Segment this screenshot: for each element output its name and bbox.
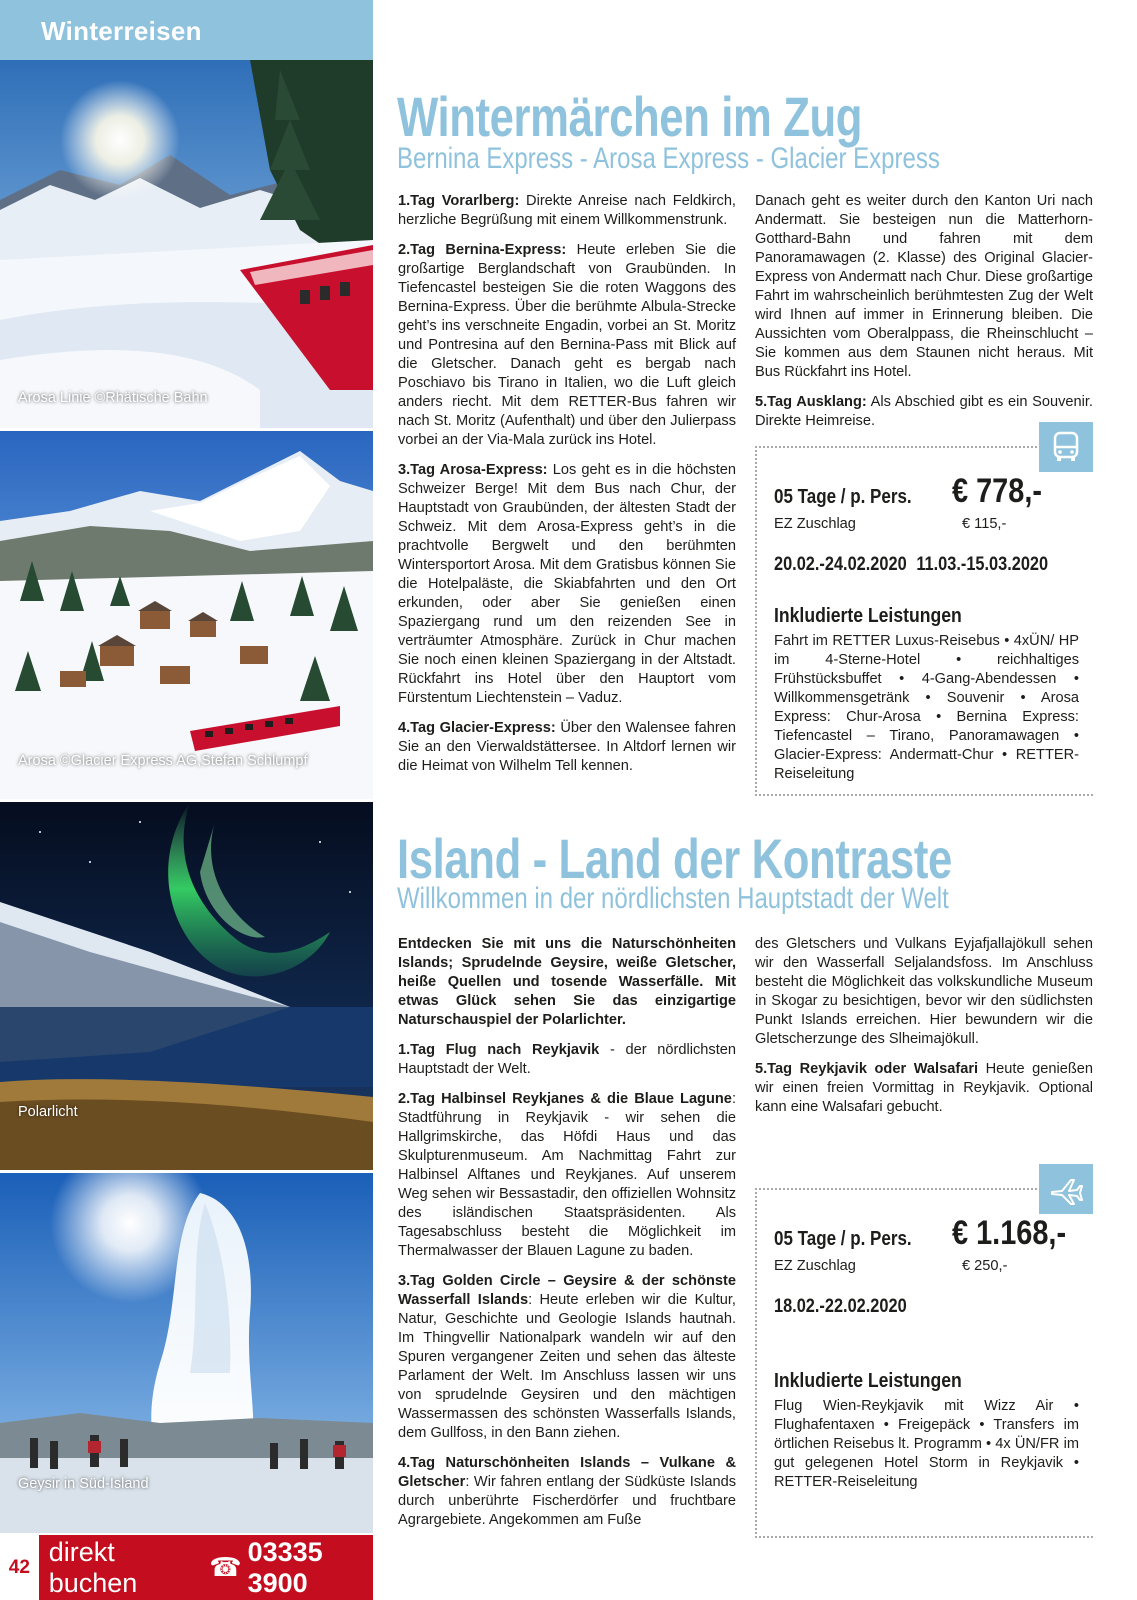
trip2-title: Island - Land der Kontraste (397, 827, 952, 890)
intro-paragraph: Entdecken Sie mit uns die Naturschönheiten Islands; Sprudelnde Geysire, weiße Gletscher, heiße Quellen und tosende Wasserfälle. Mit etwas Glück sehen Sie das einzigartige Naturschauspiel der Polarlichter. (398, 936, 736, 1028)
phone-number[interactable]: 03335 3900 (247, 1536, 323, 1598)
footer-bar (0, 1535, 373, 1600)
ez-label: EZ Zuschlag (774, 1258, 856, 1274)
photo-arosa-train (0, 60, 373, 428)
itinerary-day: 4.Tag Naturschönheiten Islands – Vulkane & Gletscher: Wir fahren entlang der Südküste Islands durch unberührte Fischerdörfer und fruchtbare Agrargebiete. Angekommen am Fuße (398, 1455, 736, 1528)
itinerary-day: 1.Tag Vorarlberg: Direkte Anreise nach Feldkirch, herzliche Begrüßung mit einem Willkommenstrunk. (398, 193, 736, 228)
trip2-price-box (755, 1188, 1093, 1538)
trip2-text-col2 (755, 935, 1093, 1128)
ez-label: EZ Zuschlag (774, 516, 856, 532)
ez-value: € 250,- (962, 1258, 1008, 1274)
trip1-text-col1 (398, 192, 736, 787)
travel-dates: 18.02.-22.02.2020 (774, 1296, 907, 1317)
included-heading: Inkludierte Leistungen (774, 605, 962, 627)
photo-geysir (0, 1173, 373, 1533)
photo-caption: Geysir in Süd-Island (18, 1476, 149, 1492)
trip1-subtitle: Bernina Express - Arosa Express - Glacier Express (397, 142, 940, 175)
photo-arosa-village (0, 431, 373, 799)
ez-value: € 115,- (962, 516, 1007, 532)
trip1-text-col2 (755, 192, 1093, 442)
trip2-text-col1 (398, 935, 736, 1541)
travel-dates: 20.02.-24.02.2020 11.03.-15.03.2020 (774, 554, 1049, 575)
section-tab: Winterreisen (0, 0, 373, 60)
included-text: Fahrt im RETTER Luxus-Reisebus • 4xÜN/ HP im 4-Sterne-Hotel • reichhaltiges Frühstücksbuffet • 4-Gang-Abendessen • Willkommensgetränk • Souvenir • Arosa Express: Chur-Arosa • Bernina Express: Tiefencastel – Tirano, Panoramawagen • Glacier-Express: Andermatt-Chur • RETTER-Reiseleitung (774, 633, 1079, 782)
included-text: Flug Wien-Reykjavik mit Wizz Air • Flughafentaxen • Freigepäck • Transfers im örtlichen Reisebus lt. Programm • 4x ÜN/FR im gut gelegenen Hotel Storm in Reykjavik • RETTER-Reiseleitung (774, 1398, 1079, 1490)
bus-icon (1039, 422, 1093, 472)
booking-label: direkt buchen (48, 1536, 138, 1598)
price: € 778,- (952, 472, 1042, 510)
photo-caption: Arosa ©Glacier Express AG,Stefan Schlumpf (18, 753, 308, 769)
trip1-price-box (755, 446, 1093, 796)
photo-caption: Arosa Linie ©Rhätische Bahn (18, 390, 208, 406)
itinerary-day: des Gletschers und Vulkans Eyjafjallajökull sehen wir den Wasserfall Seljalandsfoss. Im Anschluss besteht die Möglichkeit das volkskundliche Museum in Skogar zu besichtigen, bevor wir den südlichsten Punkt Islands erreichen. Hier bewundern wir die Gletscherzunge des Slheimajökull. (755, 936, 1093, 1047)
included-heading: Inkludierte Leistungen (774, 1370, 962, 1392)
itinerary-day: 2.Tag Bernina-Express: Heute erleben Sie die großartige Berglandschaft von Graubünden. In Tiefencastel besteigen Sie die roten Waggons des Bernina-Express. Über die berühmte Albula-Strecke geht’s ins verschneite Engadin, vorbei an St. Moritz und Pontresina auf den Bernina-Pass mit Blick auf die Gletscher. Danach geht es bergab nach Poschiavo bis Tirano in Italien, wo die Luft gleich anders riecht. Mit dem RETTER-Bus fahren wir nach St. Moritz (Aufenthalt) und über den Julierpass vorbei an der Via-Mala zurück ins Hotel. (398, 242, 736, 448)
duration-label: 05 Tage / p. Pers. (774, 486, 912, 508)
duration-label: 05 Tage / p. Pers. (774, 1228, 912, 1250)
itinerary-day: 4.Tag Glacier-Express: Über den Walensee fahren Sie an den Vierwaldstättersee. In Altdorf lernen wir die Heimat von Wilhelm Tell kennen. (398, 720, 736, 774)
itinerary-day: 5.Tag Ausklang: Als Abschied gibt es ein Souvenir. Direkte Heimreise. (755, 394, 1093, 429)
itinerary-day: 3.Tag Arosa-Express: Los geht es in die höchsten Schweizer Berge! Mit dem Bus nach Chur, der Hauptstadt von Graubünden, der ältesten Stadt der Schweiz. Mit dem Arosa-Express geht’s in die prachtvolle Bergwelt und den berühmten Wintersportort Arosa. Mit dem Gratisbus können Sie die Hotelpaläste, die Skiabfahrten und den Ort erkunden, oder aber Sie genießen einen Spaziergang rund um den reizenden See in verträumter Atmosphäre. Zurück in Chur machen Sie noch einen kleinen Spaziergang in der Altstadt. Rückfahrt ins Hotel über den Hauptort vom Fürstentum Liechtenstein – Vaduz. (398, 462, 736, 706)
trip2-subtitle: Willkommen in der nördlichsten Hauptstadt der Welt (397, 882, 949, 915)
trip1-title: Wintermärchen im Zug (397, 85, 863, 148)
photo-column (0, 0, 373, 1600)
photo-caption: Polarlicht (18, 1104, 78, 1120)
itinerary-day: Danach geht es weiter durch den Kanton Uri nach Andermatt. Sie besteigen nun die Matterhorn-Gotthard-Bahn und fahren mit dem Panoramawagen (2. Klasse) des Original Glacier-Express von Andermatt nach Chur. Diese großartige Fahrt im wahrscheinlich berühmtesten Zug der Welt wird Ihnen auf immer in Erinnerung bleiben. Die Aussichten vom Oberalppass, die Rheinschlucht – Sie kommen aus dem Staunen nicht heraus. Mit Bus Rückfahrt ins Hotel. (755, 193, 1093, 380)
itinerary-day: 5.Tag Reykjavik oder Walsafari Heute genießen wir einen freien Vormittag in Reykjavik. Optional kann eine Walsafari gebucht. (755, 1061, 1093, 1115)
itinerary-day: 1.Tag Flug nach Reykjavik - der nördlichsten Hauptstadt der Welt. (398, 1042, 736, 1077)
itinerary-day: 3.Tag Golden Circle – Geysire & der schönste Wasserfall Islands: Heute erleben wir die Kultur, Natur, Geschichte und Geologie Islands hautnah. Im Thingvellir Nationalpark wandeln wir auf den Spuren vergangener Zeiten und sehen das älteste Parlament der Welt. Im Anschluss lassen wir uns von sprudelnde Geysiren und den mächtigen Wassermassen des schönsten Wasserfalls Islands, dem Gullfoss, in den Bann ziehen. (398, 1273, 736, 1441)
page-number: 42 (0, 1535, 39, 1600)
plane-icon (1039, 1164, 1093, 1214)
phone-icon: ☎ (209, 1552, 242, 1582)
photo-polarlicht (0, 802, 373, 1170)
price: € 1.168,- (952, 1214, 1067, 1252)
itinerary-day: 2.Tag Halbinsel Reykjanes & die Blaue Lagune: Stadtführung in Reykjavik - wir sehen die Hallgrimskirche, das Höfdi Haus und das Skulpturenmuseum. Am Nachmittag Fahrt zur Halbinsel Alftanes und Reykjanes. Auf unserem Weg sehen wir Bessastadir, den offiziellen Wohnsitz des isländischen Staatspräsidenten. Als Tagesabschluss besteht die Möglichkeit im Thermalwasser der Blauen Lagune zu baden. (398, 1091, 736, 1259)
